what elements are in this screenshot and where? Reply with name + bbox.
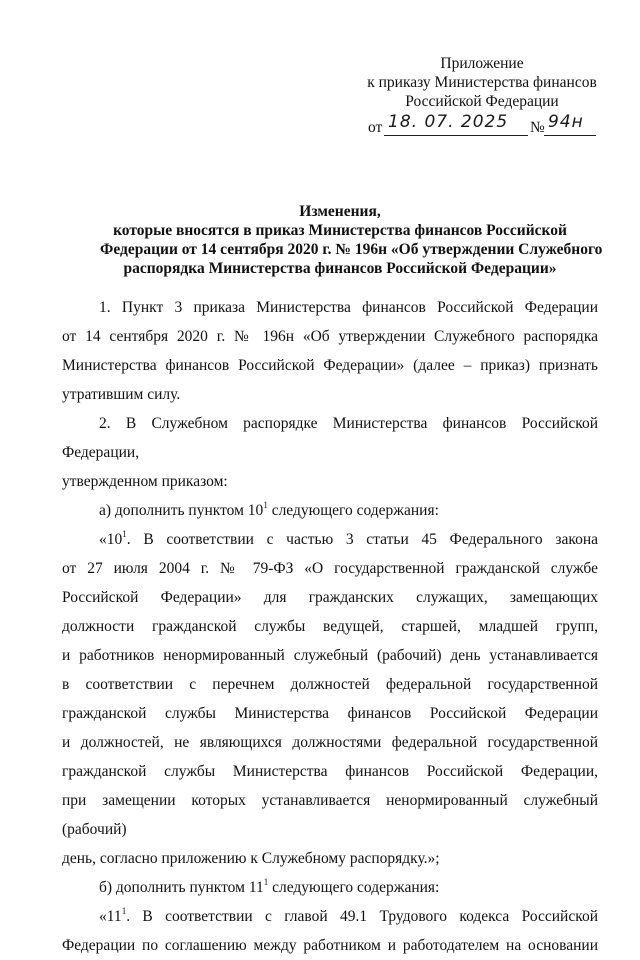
body-line: утвержденном приказом: xyxy=(62,473,228,490)
body-line: утратившим силу. xyxy=(62,386,181,403)
body-line: должности гражданской службы ведущей, старшей, младшей групп, xyxy=(62,618,598,635)
handwritten-date: 18. 07. 2025 xyxy=(388,112,509,132)
appendix-header xyxy=(362,54,602,137)
body-line: от 14 сентября 2020 г. № 196н «Об утверждении Служебного распорядка xyxy=(62,328,598,345)
body-line: гражданской службы Министерства финансов Российской Федерации xyxy=(62,705,598,722)
body-line: 1. Пункт 3 приказа Министерства финансов Российской Федерации xyxy=(99,299,598,316)
body-line: при замещении которых устанавливается ненормированный служебный (рабочий) xyxy=(62,792,598,838)
title-line-4: распорядка Министерства финансов Российской Федерации» xyxy=(123,260,557,277)
body-line: «$11^1$. В соответствии с главой 49.1 Трудового кодекса Российской xyxy=(99,905,598,925)
body-line: день, согласно приложению к Служебному распорядку.»; xyxy=(62,850,440,867)
appendix-title: Приложение xyxy=(440,55,524,72)
body-line: б) дополнить пунктом $11^1$ следующего содержания: xyxy=(99,876,440,896)
title-line-1: Изменения, xyxy=(299,203,381,220)
body-line: а) дополнить пунктом $10^1$ следующего содержания: xyxy=(99,499,439,519)
body-line: «$10^1$. В соответствии с частью 3 статьи 45 Федерального закона xyxy=(99,528,598,548)
body-line: 2. В Служебном распорядке Министерства финансов Российской Федерации, xyxy=(62,415,598,461)
date-underline xyxy=(384,135,528,136)
body-line: в соответствии с перечнем должностей федеральной государственной xyxy=(62,676,598,693)
body-line: Министерства финансов Российской Федерации» (далее – приказ) признать xyxy=(62,357,598,374)
body-line: Российской Федерации» для гражданских служащих, замещающих xyxy=(62,589,598,606)
body-line: от 27 июля 2004 г. № 79-ФЗ «О государственной гражданской службе xyxy=(62,560,598,577)
appendix-date-number xyxy=(362,113,602,137)
body-line: и должностей, не являющихся должностями федеральной государственной xyxy=(62,734,598,751)
number-underline xyxy=(544,135,596,136)
appendix-order-ref: к приказу Министерства финансов xyxy=(367,74,597,91)
number-label: № xyxy=(530,119,545,136)
title-line-2: которые вносятся в приказ Министерства финансов Российской xyxy=(113,222,567,239)
document-title xyxy=(100,202,603,278)
date-label: от xyxy=(368,119,383,136)
appendix-ministry: Российской Федерации xyxy=(405,93,559,110)
document-body xyxy=(62,293,598,960)
title-line-3: Федерации от 14 сентября 2020 г. № 196н «Об утверждении Служебного xyxy=(100,241,603,258)
body-line: гражданской службы Министерства финансов Российской Федерации, xyxy=(62,763,598,780)
body-line: и работников ненормированный служебный (рабочий) день устанавливается xyxy=(62,647,598,664)
body-line: Федерации по соглашению между работником и работодателем на основании xyxy=(62,937,598,954)
handwritten-number: 94н xyxy=(548,112,584,132)
